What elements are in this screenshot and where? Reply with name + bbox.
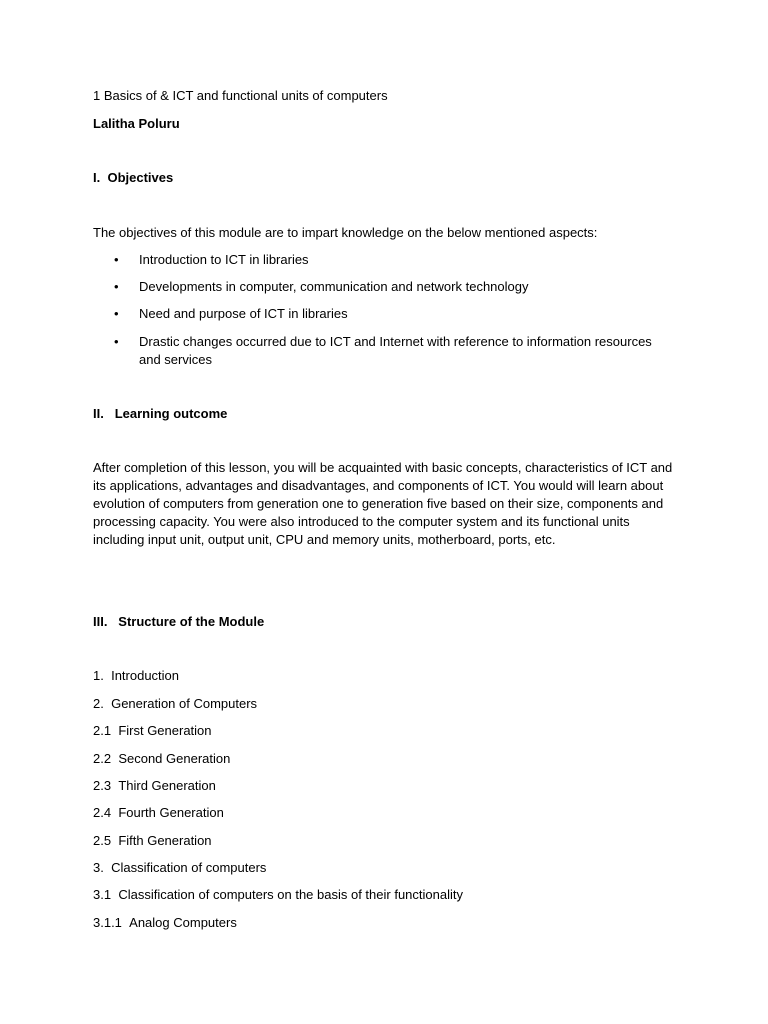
- toc-item-number: 2.1: [93, 723, 112, 738]
- objective-item-text: Need and purpose of ICT in libraries: [139, 306, 348, 321]
- bullet-icon: •: [114, 306, 119, 321]
- toc-item: [93, 777, 216, 795]
- toc-item-label: Third Generation: [118, 778, 216, 793]
- structure-heading-number: III.: [93, 614, 108, 629]
- toc-item-number: 2.: [93, 696, 104, 711]
- objective-item-text: Developments in computer, communication and network technology: [139, 279, 529, 294]
- toc-item-label: First Generation: [118, 723, 212, 738]
- toc-item-number: 2.3: [93, 778, 112, 793]
- toc-item-number: 2.2: [93, 751, 112, 766]
- toc-item: [93, 722, 212, 740]
- bullet-icon: •: [114, 334, 119, 349]
- toc-item: [93, 914, 237, 932]
- outcome-heading: [93, 405, 227, 423]
- toc-item-number: 1.: [93, 668, 104, 683]
- bullet-icon: •: [114, 252, 119, 267]
- objectives-heading-number: I.: [93, 170, 101, 185]
- toc-item: [93, 804, 224, 822]
- toc-item-label: Analog Computers: [129, 915, 237, 930]
- objective-item-text: Introduction to ICT in libraries: [139, 252, 309, 267]
- objectives-intro: The objectives of this module are to impart knowledge on the below mentioned aspects:: [93, 225, 598, 240]
- toc-item-label: Second Generation: [118, 751, 231, 766]
- objectives-heading-text: Objectives: [107, 170, 174, 185]
- bullet-icon: •: [114, 279, 119, 294]
- toc-item: [93, 886, 463, 904]
- toc-item-number: 3.1: [93, 887, 112, 902]
- toc-item: [93, 667, 179, 685]
- outcome-heading-number: II.: [93, 406, 104, 421]
- toc-item-label: Fifth Generation: [118, 833, 212, 848]
- toc-item-label: Classification of computers on the basis of their functionality: [118, 887, 463, 902]
- toc-item-label: Classification of computers: [111, 860, 267, 875]
- toc-item: [93, 750, 230, 768]
- toc-item: [93, 695, 257, 713]
- toc-item: [93, 859, 266, 877]
- toc-item-label: Generation of Computers: [111, 696, 258, 711]
- structure-heading: [93, 613, 264, 631]
- toc-item-number: 2.5: [93, 833, 112, 848]
- toc-item: [93, 832, 212, 850]
- outcome-heading-text: Learning outcome: [114, 406, 228, 421]
- objective-item-text: Drastic changes occurred due to ICT and Internet with reference to information resources and services: [139, 334, 652, 367]
- outcome-paragraph: After completion of this lesson, you will be acquainted with basic concepts, characteristics of ICT and its applications, advantages and disadvantages, and components of ICT. You would will learn about evolution of computers from generation one to generation five based on their size, components and processing capacity. You were also introduced to the computer system and its functional units including input unit, output unit, CPU and memory units, motherboard, ports, etc.: [93, 460, 673, 547]
- objectives-heading: [93, 169, 173, 187]
- toc-item-label: Introduction: [111, 668, 180, 683]
- toc-item-label: Fourth Generation: [118, 805, 224, 820]
- document-title: 1 Basics of & ICT and functional units of computers: [93, 88, 388, 103]
- toc-item-number: 3.: [93, 860, 104, 875]
- structure-heading-text: Structure of the Module: [118, 614, 265, 629]
- toc-item-number: 3.1.1: [93, 915, 122, 930]
- toc-item-number: 2.4: [93, 805, 112, 820]
- document-author: Lalitha Poluru: [93, 116, 180, 131]
